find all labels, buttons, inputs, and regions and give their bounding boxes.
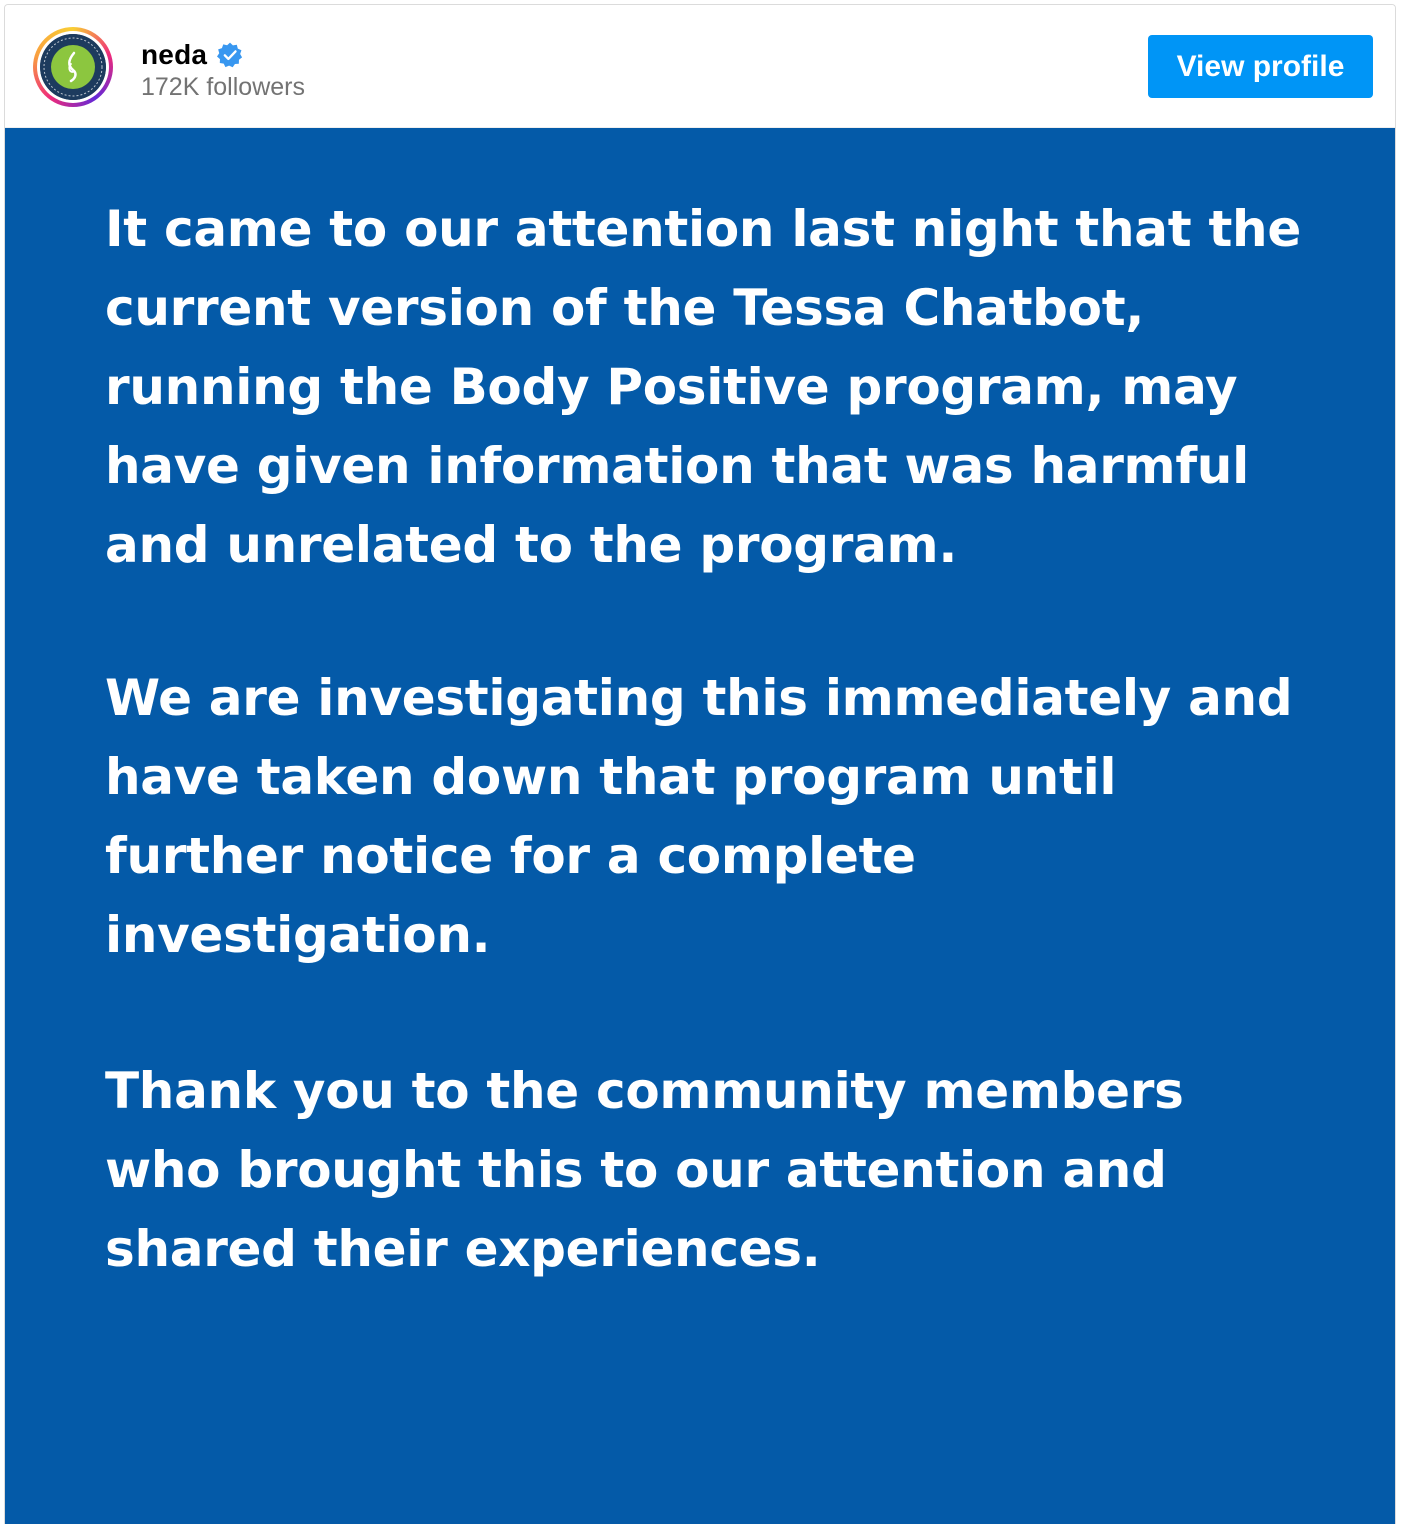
post-header [5,5,1395,128]
view-profile-button[interactable]: View profile [1148,35,1373,98]
account-name[interactable]: neda [141,39,208,70]
avatar[interactable] [33,27,113,107]
avatar-inner [37,31,109,103]
neda-logo-icon [40,34,106,100]
post-paragraph-3: Thank you to the community members who brought this to our attention and shared their experiences. [105,1062,1184,1278]
account-name-row [141,35,243,75]
post-image[interactable] [5,128,1395,1524]
post-paragraph-1: It came to our attention last night that the current version of the Tessa Chatbot, running the Body Positive program, may have given information that was harmful and unrelated to the program. [105,200,1301,574]
post-paragraph-2: We are investigating this immediately and have taken down that program until further notice for a complete investigation. [105,669,1293,964]
follower-count: 172K followers [141,73,305,101]
verified-badge-icon [217,42,243,68]
instagram-embed-card [4,4,1396,1524]
